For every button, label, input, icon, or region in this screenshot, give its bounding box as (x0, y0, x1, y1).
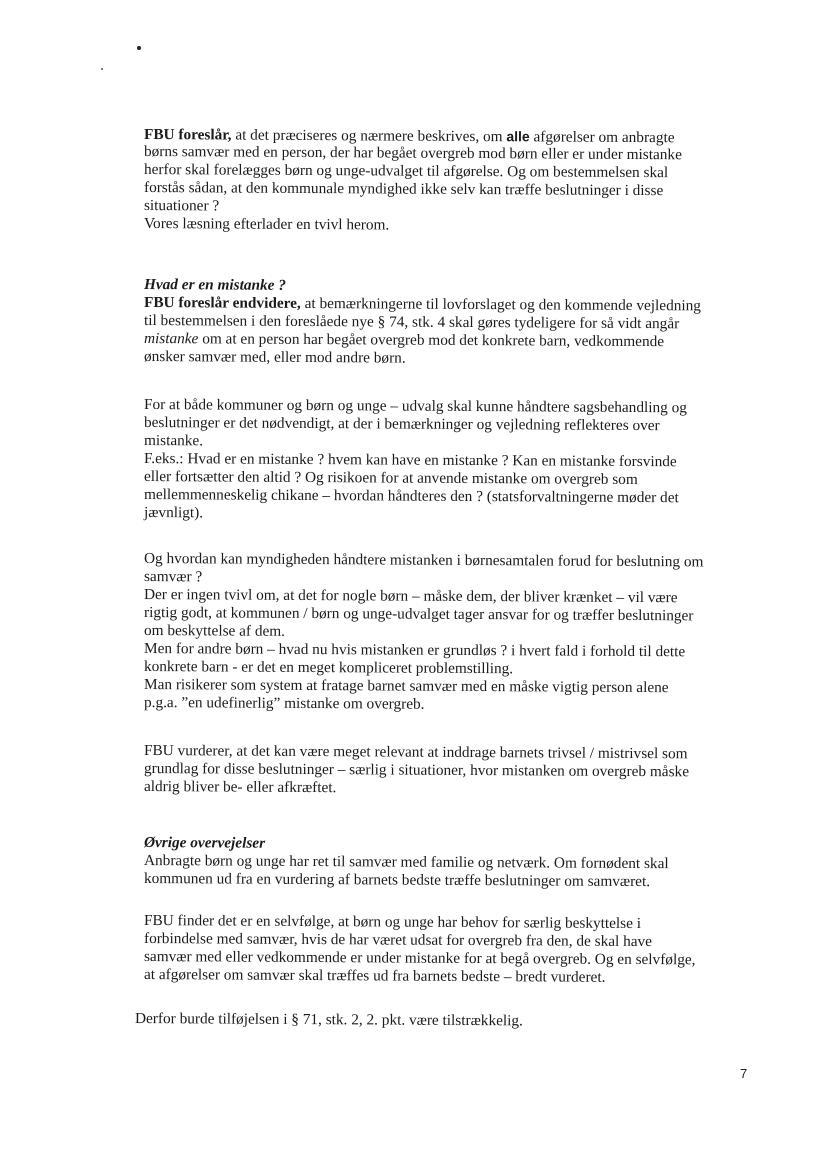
text-line: mellemmenneskelig chikane – hvordan håndteres den ? (statsforvaltningerne møder det (143, 486, 679, 507)
text-line: Vores læsning efterlader en tvivl herom. (143, 215, 390, 234)
paragraph-reflection (144, 396, 764, 522)
text-line: om beskyttelse af dem. (143, 622, 286, 640)
text-line: børns samvær med en person, der har begået overgreb mod børn eller er under mistanke (143, 143, 682, 164)
paragraph-protection (144, 912, 764, 984)
text-line: For at både kommuner og børn og unge – udvalg skal kunne håndtere sagsbehandling og (143, 396, 687, 417)
text-run: at det præciseres og nærmere beskrives, om (231, 126, 507, 146)
bold-phrase: FBU foreslår, (143, 126, 232, 144)
scan-speck (137, 46, 141, 50)
text-line: Men for andre børn – hvad nu hvis mistanken er grundløs ? i hvert fald i forhold til dette (143, 640, 686, 661)
text-line: konkrete barn - er det en meget kompliceret problemstilling. (143, 658, 514, 678)
paragraph-assessment (144, 742, 764, 796)
italic-word: mistanke (143, 330, 199, 348)
text-line: p.g.a. ”en udefinerlig” mistanke om overgreb. (143, 694, 425, 713)
text-line: at afgørelser om samvær skal træffes ud fra barnets bedste – bredt vurderet. (143, 966, 606, 986)
text-line: samvær ? (143, 568, 203, 586)
bold-phrase: FBU foreslår endvidere, (143, 294, 301, 312)
text-run: at bemærkningerne til lovforslaget og den kommende vejledning (300, 294, 701, 315)
text-line: Derfor burde tilføjelsen i § 71, stk. 2, 2. pkt. være tilstrækkelig. (134, 1010, 523, 1030)
text-line: forbindelse med samvær, hvis de har været udsat for overgreb fra den, de skal have (143, 930, 653, 951)
text-line: til bestemmelsen i den foreslåede nye § 74, stk. 4 skal gøres tydeligere for så vidt angår (143, 312, 680, 333)
text-run: afgørelser om anbragte (529, 128, 675, 147)
section-suspicion (144, 276, 764, 366)
text-line: kommunen ud fra en vurdering af barnets bedste træffe beslutninger om samværet. (143, 870, 651, 891)
text-line: beslutninger er det nødvendigt, at der i bemærkninger og vejledning reflekteres over (143, 414, 660, 435)
text-line: jævnligt). (143, 504, 204, 522)
text-line: herfor skal forelægges børn og unge-udvalget til afgørelse. Og om bestemmelsen skal (143, 161, 669, 182)
text-line: FBU vurderer, at det kan være meget relevant at inddrage barnets trivsel / mistrivsel som (143, 742, 688, 763)
section-heading: Øvrige overvejelser (143, 834, 266, 852)
text-line: FBU finder det er en selvfølge, at børn og unge har behov for særlig beskyttelse i (143, 912, 642, 933)
text-line: Anbragte børn og unge har ret til samvær med familie og netværk. Om fornødent skal (143, 852, 669, 873)
paragraph-authority (144, 550, 764, 712)
paragraph-conclusion (135, 1010, 755, 1028)
text-line: Der er ingen tvivl om, at det for nogle børn – måske dem, der bliver krænket – vil være (143, 586, 678, 607)
text-line: aldrig bliver be- eller afkræftet. (143, 778, 337, 797)
section-heading: Hvad er en mistanke ? (143, 276, 286, 294)
paragraph-fbu-proposal (144, 125, 764, 233)
text-line: Og hvordan kan myndigheden håndtere mistanken i børnesamtalen forud for beslutning om (143, 550, 704, 571)
page-number: 7 (740, 1066, 748, 1081)
text-line: rigtig godt, at kommunen / børn og unge-udvalget tager ansvar for og træffer beslutninger (143, 604, 694, 625)
bold-phrase: alle (506, 128, 530, 145)
text-line: grundlag for disse beslutninger – særlig i situationer, hvor mistanken om overgreb måske (143, 760, 690, 781)
text-line: forstås sådan, at den kommunale myndighed ikke selv kan træffe beslutninger i disse (143, 179, 664, 200)
text-line: Man risikerer som system at fratage barnet samvær med en måske vigtig person alene (143, 676, 669, 697)
text-line: F.eks.: Hvad er en mistanke ? hvem kan have en mistanke ? Kan en mistanke forsvinde (143, 450, 677, 471)
text-line: eller fortsætter den altid ? Og risikoen for at anvende mistanke om overgreb som (143, 468, 638, 489)
text-line: mistanke. (143, 432, 204, 450)
text-line: situationer ? (143, 197, 220, 215)
scan-speck (101, 68, 103, 70)
section-other-considerations (143, 834, 764, 891)
text-line: ønsker samvær med, eller mod andre børn. (143, 348, 406, 367)
text-run: om at en person har begået overgreb mod det konkrete barn, vedkommende (198, 330, 665, 351)
text-line: samvær med eller vedkommende er under mistanke for at begå overgreb. Og en selvfølge, (143, 948, 696, 969)
